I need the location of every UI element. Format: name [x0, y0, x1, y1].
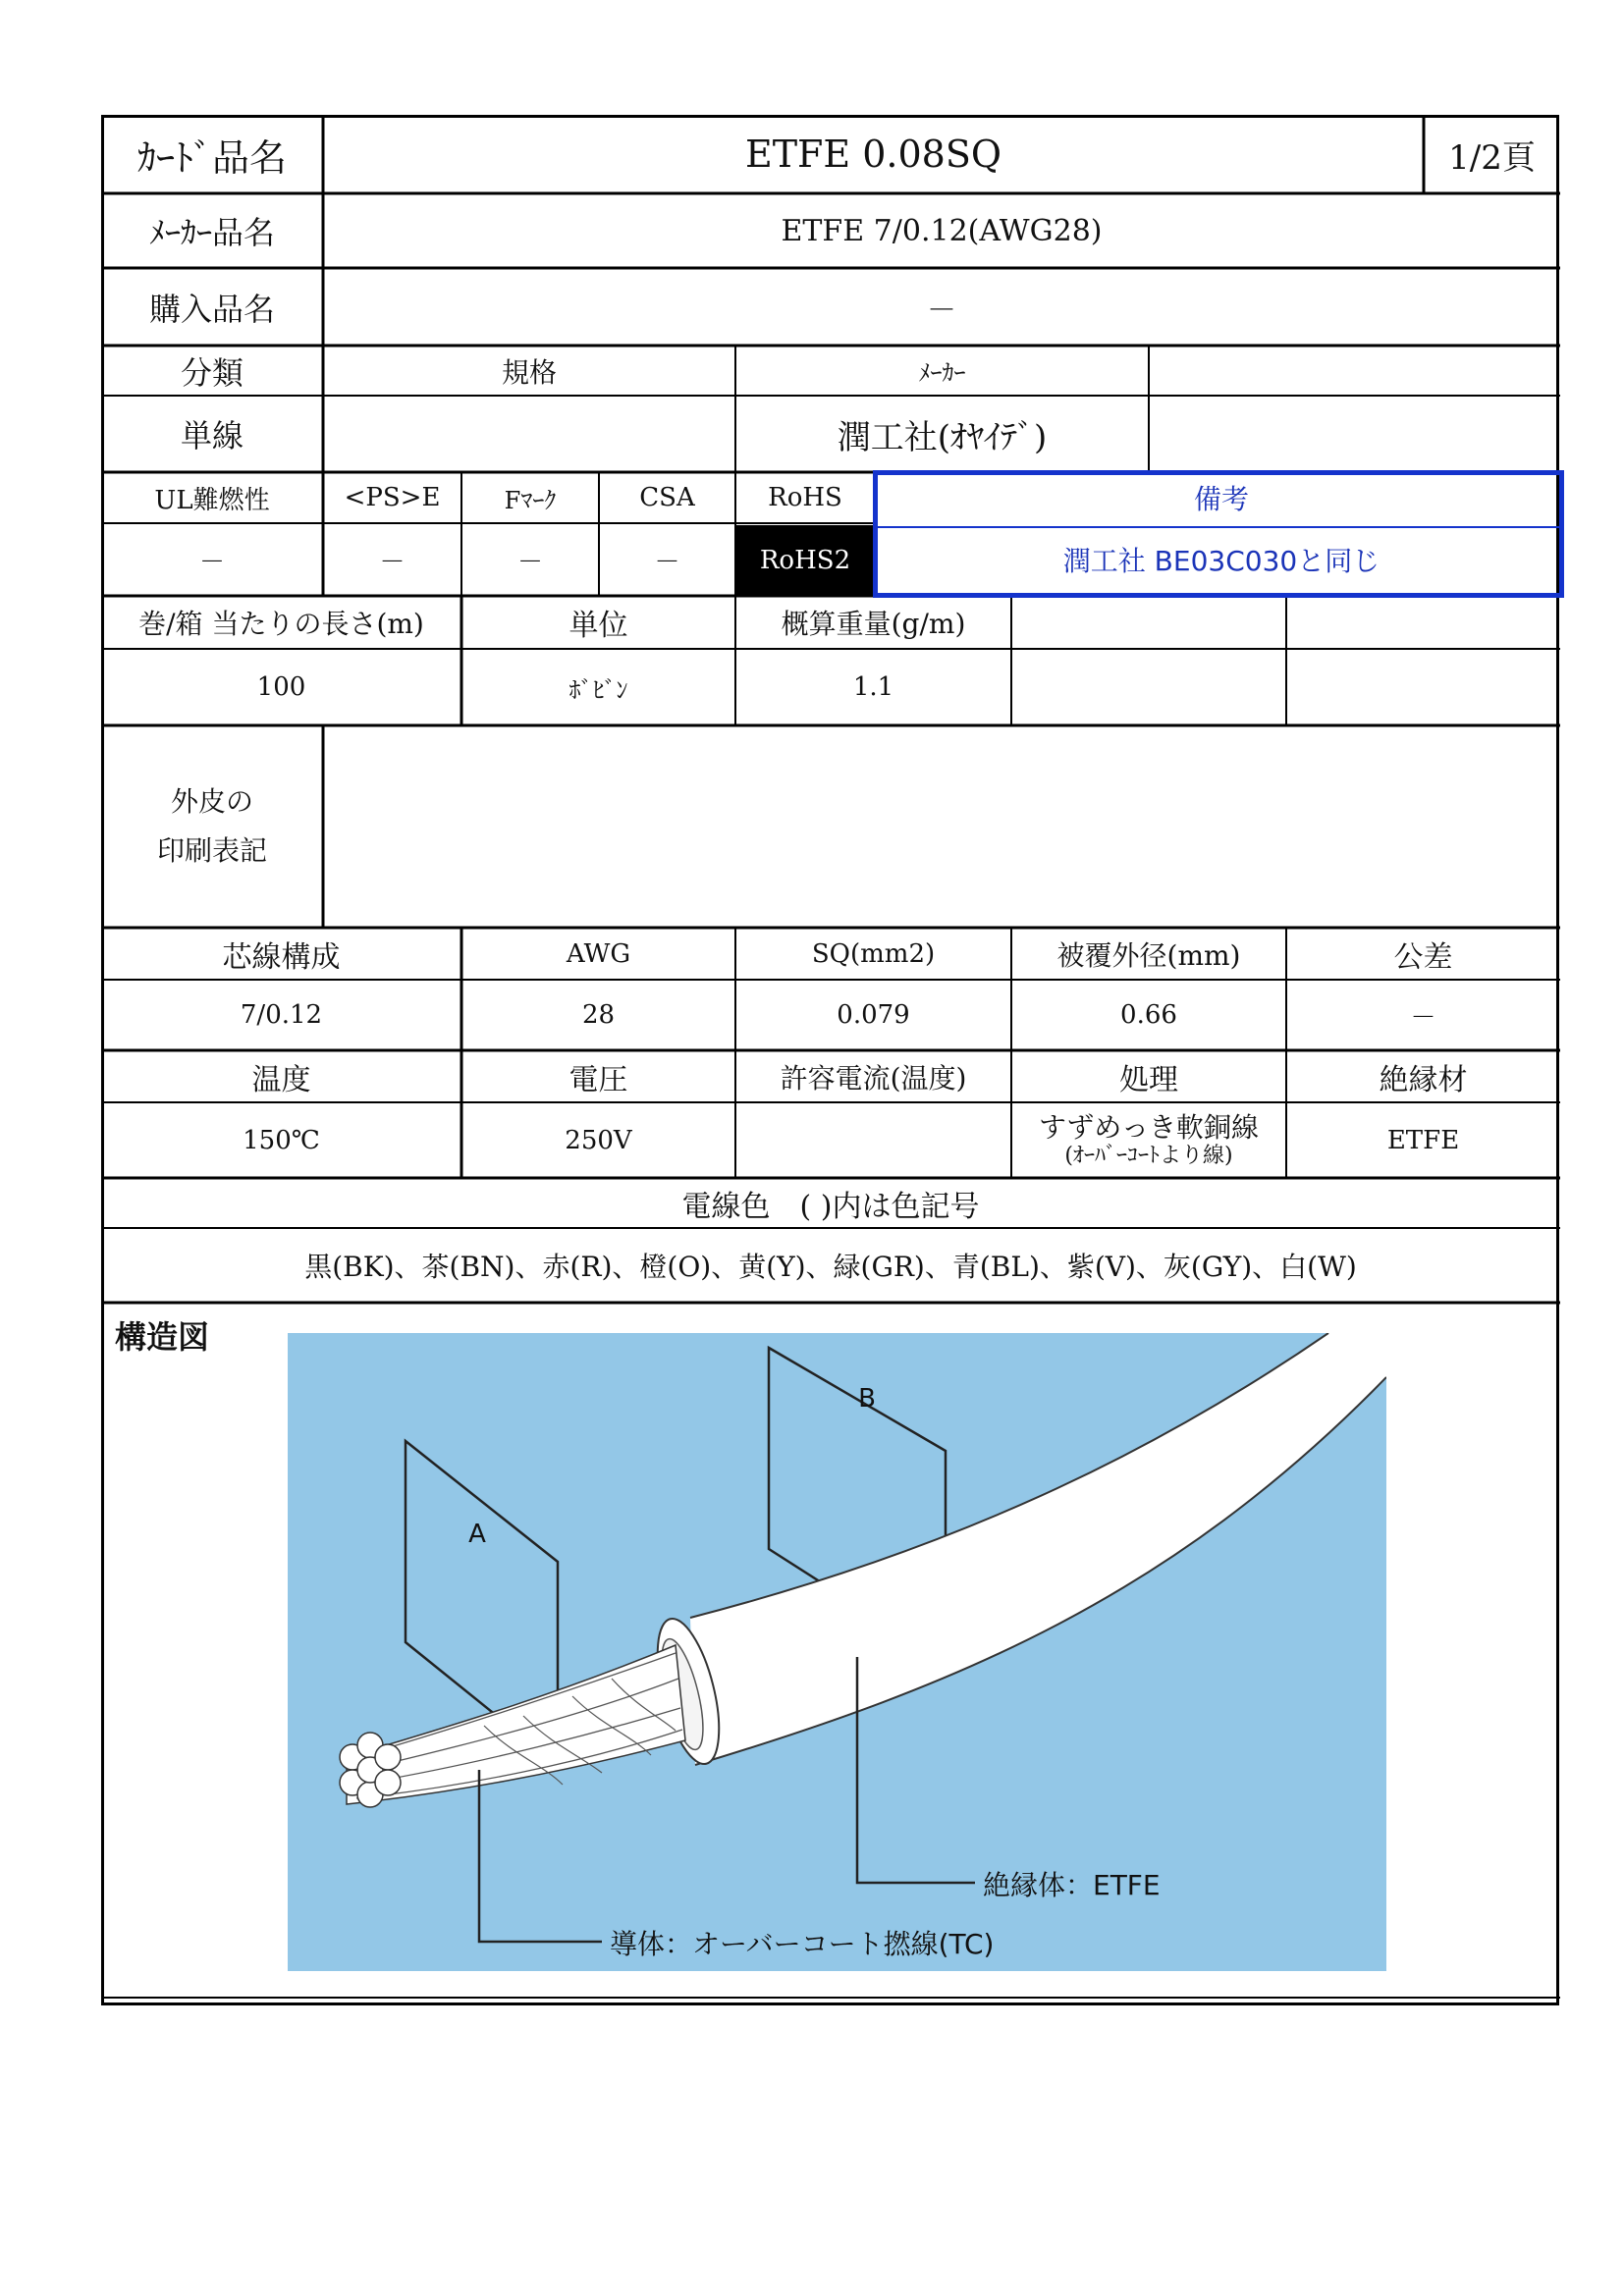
- rohs-value: RoHS2: [736, 525, 874, 595]
- maker-part-label: ﾒｰｶｰ品名: [148, 214, 275, 251]
- allowable-current-value: [735, 1102, 1011, 1178]
- awg-value: 28: [581, 1000, 616, 1030]
- weight-value: 1.1: [852, 672, 894, 702]
- maker-label: ﾒｰｶｰ: [918, 359, 966, 387]
- awg-label: AWG: [566, 938, 631, 969]
- tolerance-label: 公差: [1393, 939, 1453, 975]
- temperature-value: 150℃: [243, 1125, 320, 1155]
- outer-diameter-label: 被覆外径(mm): [1056, 938, 1241, 972]
- remarks-label: 備考: [1193, 483, 1249, 515]
- tolerance-value: －: [1410, 1002, 1436, 1033]
- csa-label: CSA: [639, 483, 695, 512]
- classification-value: 単線: [180, 417, 244, 454]
- sq-label: SQ(mm2): [811, 938, 936, 969]
- page-number: 1/2頁: [1448, 137, 1536, 178]
- plane-a-label: A: [468, 1520, 486, 1549]
- wire-color-list: 黒(BK)、茶(BN)、赤(R)、橙(O)、黄(Y)、緑(GR)、青(BL)、紫(V)、灰(GY)、白(W): [304, 1251, 1357, 1283]
- cable-illustration: [288, 1333, 1386, 1971]
- fmark-value: －: [516, 547, 543, 577]
- outer-diameter-value: 0.66: [1120, 1000, 1177, 1030]
- remarks-value: 潤工社 BE03C030と同じ: [1062, 545, 1380, 577]
- cable-structure-figure: [288, 1333, 1386, 1971]
- conductor-callout: 導体：オーバーコート撚線(TC): [610, 1928, 995, 1960]
- pse-label: <PS>E: [344, 483, 441, 512]
- spec-card: [101, 115, 1560, 2008]
- pse-value: －: [379, 547, 406, 577]
- voltage-label: 電圧: [568, 1062, 628, 1097]
- maker-value: 潤工社(ｵﾔｲﾃﾞ): [837, 417, 1048, 457]
- treatment-value-line2: (ｵｰﾊﾞｰｺｰﾄより線): [1064, 1143, 1233, 1168]
- fmark-label: Fﾏｰｸ: [504, 486, 557, 514]
- ul-flame-label: UL難燃性: [154, 485, 270, 515]
- wire-color-label: 電線色 ( )内は色記号: [681, 1189, 980, 1224]
- length-per-reel-value: 100: [256, 672, 306, 702]
- insulation-material-value: ETFE: [1386, 1125, 1460, 1155]
- jacket-print-value: [323, 725, 1560, 928]
- core-construction-label: 芯線構成: [222, 939, 341, 975]
- allowable-current-label: 許容電流(温度): [780, 1061, 967, 1095]
- standard-value: [323, 396, 735, 472]
- unit-value: ﾎﾞﾋﾞﾝ: [568, 675, 628, 704]
- unit-label: 単位: [568, 609, 628, 643]
- length-per-reel-label: 巻/箱 当たりの長さ(m): [138, 608, 424, 640]
- treatment-value-line1: すずめっき軟銅線: [1038, 1110, 1259, 1144]
- rohs-label: RoHS: [768, 483, 842, 512]
- weight-label: 概算重量(g/m): [781, 608, 966, 640]
- sq-value: 0.079: [837, 1000, 910, 1030]
- jacket-print-label-line2: 印刷表記: [156, 834, 267, 867]
- jacket-print-label-line1: 外皮の: [170, 784, 253, 818]
- purchase-part-value: －: [927, 293, 956, 328]
- temperature-label: 温度: [251, 1062, 311, 1097]
- jacket-print-label: [101, 725, 323, 928]
- structure-diagram-label: 構造図: [115, 1318, 210, 1356]
- plane-b-label: B: [858, 1384, 876, 1414]
- purchase-part-label: 購入品名: [148, 290, 275, 328]
- classification-label: 分類: [180, 353, 244, 392]
- card-name-value: ETFE 0.08SQ: [744, 133, 1002, 176]
- standard-label: 規格: [501, 355, 557, 389]
- treatment-label: 処理: [1119, 1062, 1178, 1097]
- core-construction-value: 7/0.12: [240, 1000, 323, 1030]
- maker-part-value: ETFE 7/0.12(AWG28): [781, 213, 1103, 248]
- csa-value: －: [654, 547, 680, 577]
- card-name-label: ｶｰﾄﾞ品名: [136, 135, 287, 180]
- voltage-value: 250V: [565, 1125, 632, 1155]
- ul-flame-value: －: [198, 547, 225, 577]
- treatment-value: [1011, 1102, 1286, 1178]
- insulator-callout: 絶縁体：ETFE: [983, 1869, 1161, 1901]
- insulation-material-label: 絶縁材: [1379, 1062, 1468, 1097]
